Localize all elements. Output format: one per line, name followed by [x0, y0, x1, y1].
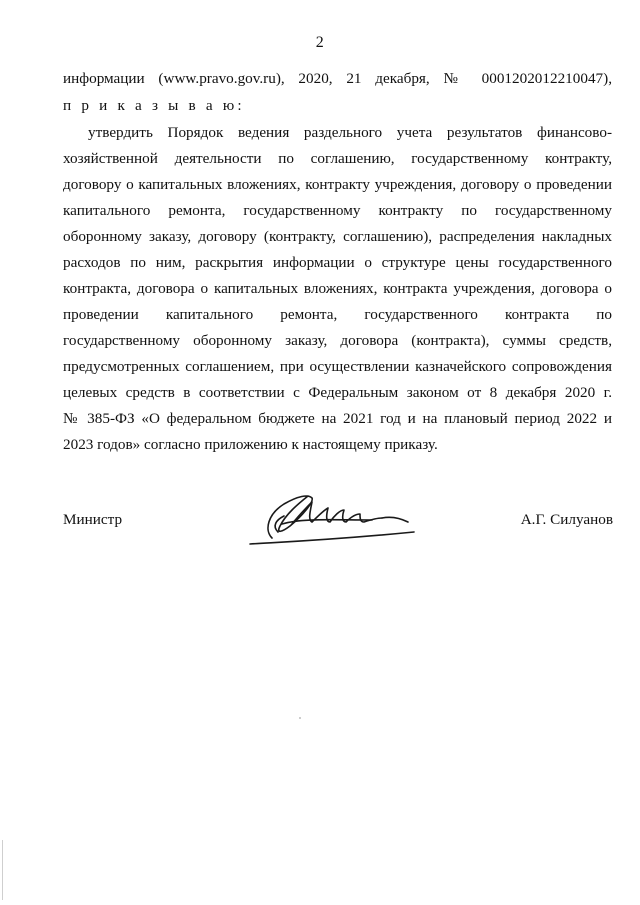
scan-speck [299, 717, 301, 719]
text-line: 2023 годов» согласно приложению к настоящему приказу. [63, 436, 438, 453]
text-line: целевых средств в соответствии с Федеральным законом от 8 декабря 2020 г. [63, 384, 612, 401]
text-line: контракта, договора о капитальных вложениях, контракта учреждения, договора о [63, 280, 612, 297]
text-line: государственному оборонному заказу, договора (контракта), суммы средств, [63, 332, 612, 349]
text-line: расходов по ним, раскрытия информации о структуре цены государственного [63, 254, 612, 271]
text-line: проведении капитального ремонта, государственного контракта по [63, 306, 612, 323]
text-line: хозяйственной деятельности по соглашению, государственному контракту, [63, 150, 612, 167]
text-line: информации (www.pravo.gov.ru), 2020, 21 декабря, № 0001202012210047), [63, 70, 612, 87]
text-line: капитального ремонта, государственному контракту по государственному [63, 202, 612, 219]
signer-name: А.Г. Силуанов [520, 511, 613, 528]
text-line: № 385-ФЗ «О федеральном бюджете на 2021 год и на плановый период 2022 и [63, 410, 612, 427]
signer-position: Министр [63, 511, 123, 528]
scan-edge-mark [2, 840, 3, 900]
handwritten-signature [242, 480, 422, 552]
page-number: 2 [315, 34, 325, 51]
text-line: утвердить Порядок ведения раздельного учета результатов финансово- [88, 124, 612, 141]
text-line: договору о капитальных вложениях, контракту учреждения, договору о проведении [63, 176, 612, 193]
text-line: предусмотренных соглашением, при осуществлении казначейского сопровождения [63, 358, 612, 375]
order-word: п р и к а з ы в а ю: [63, 97, 245, 114]
text-line: оборонному заказу, договору (контракту, соглашению), распределения накладных [63, 228, 612, 245]
